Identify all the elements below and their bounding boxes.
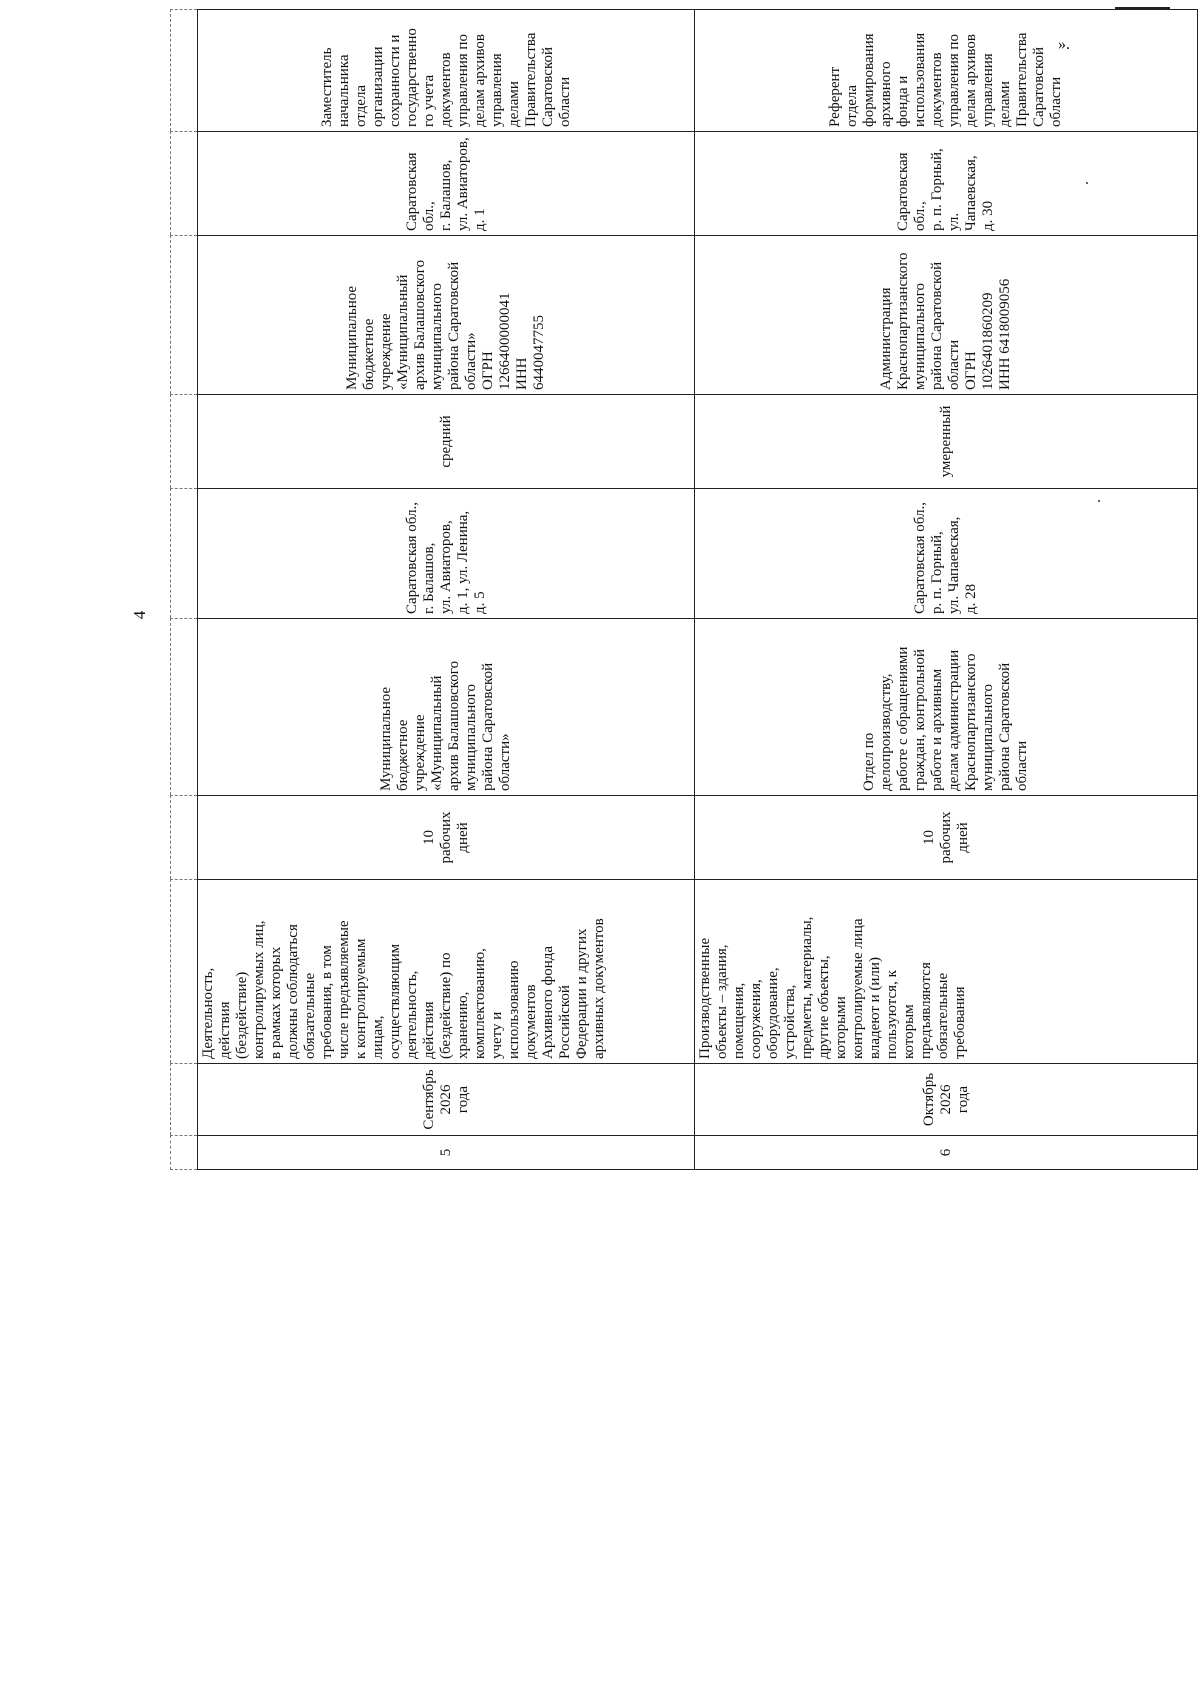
entity-address: Саратовская обл., р. п. Горный, ул. Чапаевская, д. 30 [895,148,996,231]
organization-name: Отдел по делопроизводству, работе с обращениями граждан, контрольной работе и архивным делам администрации Краснопартизанского муниципального района Саратовской области [861,646,1030,791]
controlled-entity-cell [198,236,695,395]
duration-cell [198,796,695,880]
inspection-duration: 10 рабочих дней [420,811,471,864]
controlled-entity: Администрация Краснопартизанского муниципального района Саратовской области ОГРН 1026401860209 ИНН 6418009056 [878,252,1013,390]
header-stub-cell [171,1064,198,1136]
row-number: 6 [937,1148,954,1157]
entity-address: Саратовская обл., г. Балашов, ул. Авиаторов, д. 1 [403,137,488,231]
row-number-cell [695,1136,1198,1170]
header-stub-cell [171,132,198,236]
table-row [198,10,695,1170]
control-object-cell [695,880,1198,1064]
closing-quote-mark: ». [1058,36,1070,53]
risk-category-cell [695,395,1198,489]
object-address-cell [695,489,1198,619]
duration-cell [695,796,1198,880]
header-stub-cell [171,489,198,619]
header-stub-cell [171,10,198,132]
control-object-cell [198,880,695,1064]
control-object: Деятельность, действия (бездействие) контролируемых лиц, в рамках которых должны соблюдаться обязательные требования, в том числе предъявляемые к контролируемым лицам, осуществляющим деятельность, действия (бездействие) по хранению, комплектованию, учету и использованию документов Архивного фонда Российской Федерации и других архивных документов [200,918,607,1059]
header-stub-cell [171,1136,198,1170]
controlled-entity-cell [695,236,1198,395]
header-stub-cell [171,395,198,489]
inspection-schedule-table [170,9,1198,1170]
header-stub-cell [171,619,198,796]
risk-category-cell [198,395,695,489]
responsible-official-cell [695,10,1198,132]
header-stub-cell [171,880,198,1064]
responsible-official-cell [198,10,695,132]
object-address-cell [198,489,695,619]
date-cell [695,1064,1198,1136]
risk-category: умеренный [937,405,954,478]
header-stub-cell [171,236,198,395]
object-address: Саратовская обл., г. Балашов, ул. Авиаторов, д. 1, ул. Ленина, д. 5 [403,501,488,614]
entity-address-cell [695,132,1198,236]
date-cell [198,1064,695,1136]
row-number-cell [198,1136,695,1170]
control-object: Производственные объекты – здания, помещения, сооружения, оборудование, устройства, предметы, материалы, другие объекты, которыми контролируемые лица владеют и (или) пользуются, к которым предъявляются обязательные требования [697,916,968,1059]
responsible-official: Референт отдела формирования архивного фонда и использования документов управления по делам архивов управления делами Правительства Саратовской области [827,32,1064,127]
inspection-duration: 10 рабочих дней [920,811,971,864]
organization-cell [695,619,1198,796]
row-number: 5 [437,1148,454,1157]
organization-name: Муниципальное бюджетное учреждение «Муниципальный архив Балашовского муниципального района Саратовской области» [378,660,513,791]
table-row [695,10,1198,1170]
header-stub-cell [171,796,198,880]
inspection-date: Октябрь 2026 года [920,1072,971,1127]
rotated-table-frame [120,28,1200,1170]
organization-cell [198,619,695,796]
controlled-entity: Муниципальное бюджетное учреждение «Муниципальный архив Балашовского муниципального района Саратовской области» ОГРН 1266400000041 ИНН 6440047755 [344,259,547,390]
object-address: Саратовская обл., р. п. Горный, ул. Чапаевская, д. 28 [912,501,979,614]
responsible-official: Заместитель начальника отдела организации сохранности и государственно го учета документов управления по делам архивов управления делами Правительства Саратовской области [318,28,573,127]
risk-category: средний [437,415,454,468]
page-number: 4 [130,610,149,620]
entity-address-cell [198,132,695,236]
inspection-date: Сентябрь 2026 года [420,1069,471,1130]
table-header-stub-row [171,10,198,1170]
